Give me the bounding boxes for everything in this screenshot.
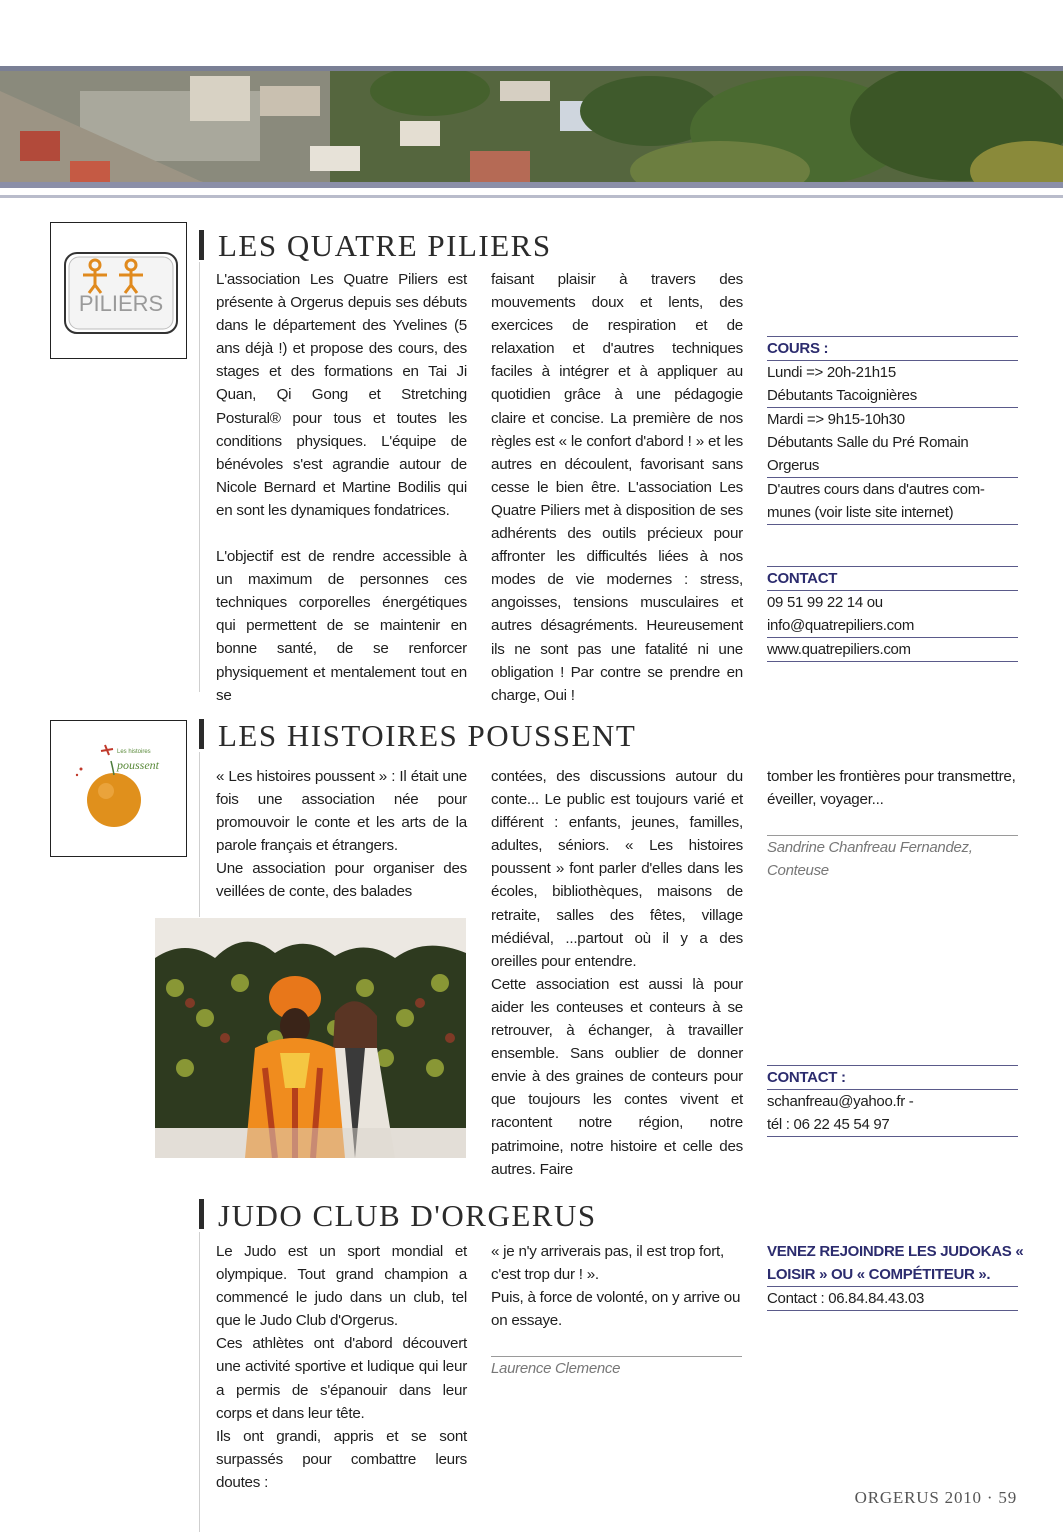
contact-email[interactable]: info@quatrepiliers.com — [767, 614, 1018, 638]
page-footer: ORGERUS 2010 · 59 — [854, 1488, 1017, 1507]
paragraph: Puis, à force de volonté, on y arrive ou on essaye. — [491, 1289, 741, 1330]
logo-text-piliers: PILIERS — [78, 291, 164, 316]
judo-contact: Contact : 06.84.84.43.03 — [767, 1287, 1018, 1311]
cours-line: Orgerus — [767, 454, 1018, 478]
cours-heading: COURS : — [767, 336, 1018, 361]
paragraph: « Les histoires poussent » : Il était une fois une association née pour promouvoir le conte et les arts de la parole français et étrangers. — [216, 768, 467, 855]
judo-column-1 — [216, 1240, 467, 1494]
section-marker — [199, 1199, 204, 1229]
column-rule — [199, 262, 200, 692]
column-rule — [199, 752, 200, 917]
section-title-judo-club: JUDO CLUB D'ORGERUS — [218, 1198, 597, 1233]
section-marker — [199, 719, 204, 749]
histoires-signature — [767, 835, 1018, 882]
histoires-column-3 — [767, 765, 1019, 811]
cours-line: Débutants Salle du Pré Romain — [767, 434, 969, 451]
section-title-quatre-piliers: LES QUATRE PILIERS — [218, 228, 552, 263]
judo-signature — [491, 1356, 742, 1380]
paragraph: Ils ont grandi, appris et se sont surpassés pour combattre leurs doutes : — [216, 1427, 467, 1491]
paragraph: L'association Les Quatre Piliers est présente à Orgerus depuis ses débuts dans le département des Yvelines (5 ans déjà !) et propose des cours, des stages et des formations en Tai Ji Quan, Qi Gong et Stretching Postural® pour tous et toutes les conditions physiques. L'équipe de bénévoles s'est agrandie autour de Nicole Bernard et Martine Bodilis qui en sont les dynamiques fondatrices. — [216, 271, 467, 519]
piliers-contact-box — [767, 566, 1018, 662]
paragraph: faisant plaisir à travers des mouvements doux et lents, des exercices de respiration et de relaxation et d'autres techniques faciles à intégrer et à appliquer au quotidien grâce à une pédagogie claire et concise. La première de nos règles est « le confort d'abord ! » et les autres en découlent, favorisant sans cesse le bien être. L'association Les Quatre Piliers met à disposition de ses adhérents des outils précieux pour affronter les difficultés liées à nos modes de vie modernes : stress, angoisses, tensions musculaires et autres désagréments. Heureusement ils ne sont pas une fatalité ni une obligation ! Par contre se prendre en charge, Oui ! — [491, 271, 743, 704]
storyteller-image — [155, 918, 466, 1158]
quatre-piliers-logo-box — [50, 222, 187, 359]
paragraph: tomber les frontières pour transmettre, éveiller, voyager... — [767, 768, 1016, 809]
histoires-poussent-logo-box — [50, 720, 187, 857]
judo-callout-line: LOISIR » OU « COMPÉTITEUR ». — [767, 1263, 1018, 1287]
contact-website[interactable]: www.quatrepiliers.com — [767, 638, 1018, 662]
piliers-column-2 — [491, 268, 743, 707]
section-marker — [199, 230, 204, 260]
judo-callout-line: VENEZ REJOINDRE LES JUDOKAS « — [767, 1243, 1024, 1260]
histoires-poussent-logo — [51, 721, 188, 858]
paragraph: Ces athlètes ont d'abord découvert une activité sportive et ludique qui leur a permis de s'épanouir dans leur corps et dans leur tête. — [216, 1335, 467, 1422]
cours-line: Lundi => 20h-21h15 — [767, 364, 896, 381]
cours-line: Débutants Tacoignières — [767, 384, 1018, 408]
quatre-piliers-logo — [51, 223, 188, 360]
paragraph: « je n'y arriverais pas, il est trop fort, c'est trop dur ! ». — [491, 1243, 724, 1284]
judo-side-box — [767, 1240, 1024, 1311]
paragraph: Le Judo est un sport mondial et olympique. Tout grand champion a commencé le judo dans un club, tel que le Judo Club d'Orgerus. — [216, 1243, 467, 1330]
paragraph: Une association pour organiser des veillées de conte, des balades — [216, 860, 467, 901]
cours-line: Mardi => 9h15-10h30 — [767, 411, 905, 428]
column-rule — [199, 1232, 200, 1532]
histoires-column-2 — [491, 765, 743, 1181]
contact-heading: CONTACT — [767, 566, 1018, 591]
signature-name: Laurence Clemence — [491, 1360, 621, 1377]
histoires-contact-box — [767, 1065, 1018, 1137]
paragraph: Cette association est aussi là pour aider les conteuses et conteurs à se retrouver, à échanger, à travailler ensemble. Sans oublier de donner envie à des graines de conteurs pour que toujours les contes vivent et racontent notre région, notre patrimoine, notre histoire et celle des autres. Faire — [491, 975, 743, 1178]
banner-photo — [0, 66, 1063, 188]
banner-divider — [0, 195, 1063, 198]
logo-text-small: Les histoires — [117, 749, 151, 755]
contact-heading: CONTACT : — [767, 1065, 1018, 1090]
logo-text-poussent: poussent — [117, 758, 159, 772]
contact-phone: tél : 06 22 45 54 97 — [767, 1113, 1018, 1137]
signature-role: Conteuse — [767, 862, 829, 879]
paragraph: contées, des discussions autour du conte... Le public est toujours varié et différent : enfants, jeunes, familles, adultes, séniors. « Les histoires poussent » font parler d'elles dans les écoles, bibliothèques, maisons de retraite, salles des fêtes, village médiéval, ...partout où il y a des oreilles pour entendre. — [491, 768, 743, 970]
cours-line: D'autres cours dans d'autres com- — [767, 481, 985, 498]
histoires-column-1 — [216, 765, 467, 904]
cours-line: munes (voir liste site internet) — [767, 501, 1018, 525]
contact-phone: 09 51 99 22 14 ou — [767, 594, 883, 611]
judo-column-2 — [491, 1240, 743, 1332]
paragraph: L'objectif est de rendre accessible à un maximum de personnes ces techniques corporelles énergétiques qui permettent de se maintenir en bonne santé, de se renforcer physiquement et mentalement tout en se — [216, 548, 467, 704]
storyteller-photo — [155, 918, 466, 1158]
signature-name: Sandrine Chanfreau Fernandez, — [767, 839, 973, 856]
piliers-column-1 — [216, 268, 467, 707]
section-title-histoires-poussent: LES HISTOIRES POUSSENT — [218, 718, 637, 753]
piliers-cours-box — [767, 336, 1018, 525]
aerial-village-image — [0, 71, 1063, 188]
contact-email[interactable]: schanfreau@yahoo.fr - — [767, 1093, 914, 1110]
